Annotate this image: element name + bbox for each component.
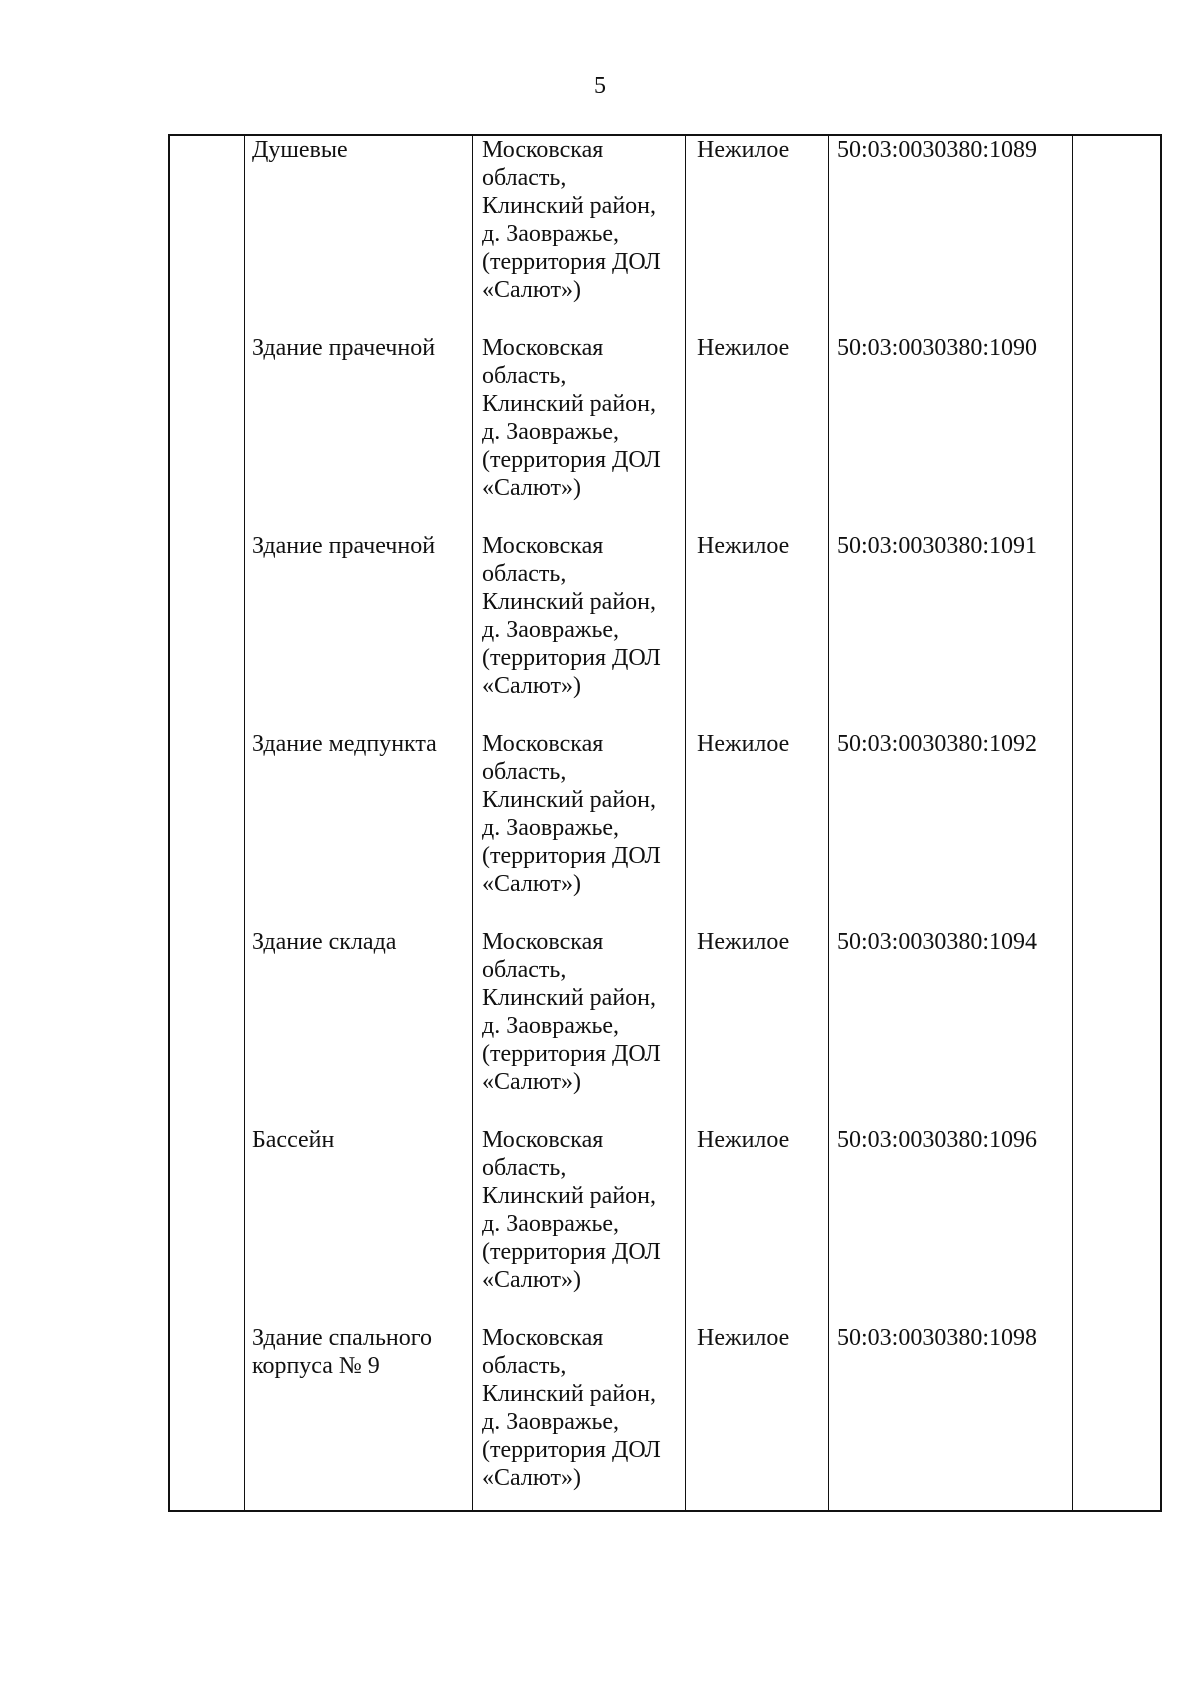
object-name: Здание медпункта bbox=[252, 731, 437, 757]
object-address: Московская область, Клинский район, д. Заовражье, (территория ДОЛ «Салют») bbox=[482, 137, 661, 303]
object-address: Московская область, Клинский район, д. Заовражье, (территория ДОЛ «Салют») bbox=[482, 1127, 661, 1293]
table-row bbox=[170, 136, 1160, 334]
object-name: Здание прачечной bbox=[252, 533, 436, 559]
table-row bbox=[170, 532, 1160, 730]
object-type: Нежилое bbox=[697, 1325, 790, 1351]
property-table bbox=[168, 134, 1162, 1512]
object-address: Московская область, Клинский район, д. Заовражье, (территория ДОЛ «Салют») bbox=[482, 731, 661, 897]
cadastral-number: 50:03:0030380:1091 bbox=[837, 533, 1038, 559]
object-type: Нежилое bbox=[697, 137, 790, 163]
object-name: Здание прачечной bbox=[252, 335, 436, 361]
object-name: Бассейн bbox=[252, 1127, 335, 1153]
object-name: Здание спального корпуса № 9 bbox=[252, 1325, 432, 1379]
object-type: Нежилое bbox=[697, 335, 790, 361]
table-row bbox=[170, 334, 1160, 532]
cadastral-number: 50:03:0030380:1092 bbox=[837, 731, 1038, 757]
object-address: Московская область, Клинский район, д. Заовражье, (территория ДОЛ «Салют») bbox=[482, 1325, 661, 1491]
object-type: Нежилое bbox=[697, 731, 790, 757]
object-name: Душевые bbox=[252, 137, 348, 163]
table-row bbox=[170, 1126, 1160, 1324]
table-row bbox=[170, 730, 1160, 928]
cadastral-number: 50:03:0030380:1089 bbox=[837, 137, 1038, 163]
object-type: Нежилое bbox=[697, 1127, 790, 1153]
object-address: Московская область, Клинский район, д. Заовражье, (территория ДОЛ «Салют») bbox=[482, 929, 661, 1095]
cadastral-number: 50:03:0030380:1094 bbox=[837, 929, 1038, 955]
table-row bbox=[170, 1324, 1160, 1522]
object-name: Здание склада bbox=[252, 929, 397, 955]
object-address: Московская область, Клинский район, д. Заовражье, (территория ДОЛ «Салют») bbox=[482, 335, 661, 501]
cadastral-number: 50:03:0030380:1098 bbox=[837, 1325, 1038, 1351]
object-type: Нежилое bbox=[697, 533, 790, 559]
cadastral-number: 50:03:0030380:1096 bbox=[837, 1127, 1038, 1153]
table-row bbox=[170, 928, 1160, 1126]
object-type: Нежилое bbox=[697, 929, 790, 955]
object-address: Московская область, Клинский район, д. Заовражье, (территория ДОЛ «Салют») bbox=[482, 533, 661, 699]
page-number: 5 bbox=[594, 73, 606, 99]
cadastral-number: 50:03:0030380:1090 bbox=[837, 335, 1038, 361]
